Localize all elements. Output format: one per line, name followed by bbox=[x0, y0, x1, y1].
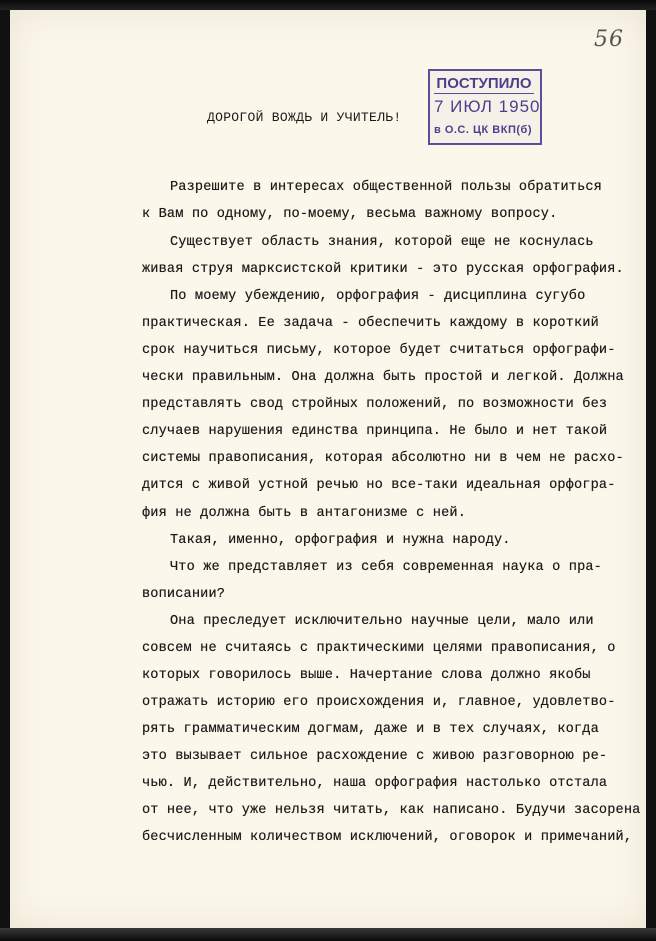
text-line: Существует область знания, которой еще не коснулась bbox=[170, 235, 594, 250]
text-line: живая струя марксистской критики - это русская орфография. bbox=[142, 262, 624, 277]
text-line: к Вам по одному, по-моему, весьма важному вопросу. bbox=[142, 207, 558, 222]
stamp-title: ПОСТУПИЛО bbox=[434, 75, 534, 94]
text-line: чески правильным. Она должна быть простой и легкой. Должна bbox=[142, 370, 624, 385]
text-line: практическая. Ее задача - обеспечить каждому в короткий bbox=[142, 316, 599, 331]
text-line: чью. И, действительно, наша орфография настолько отстала bbox=[142, 776, 608, 791]
page-number: 56 bbox=[594, 27, 624, 52]
text-line: По моему убеждению, орфография - дисциплина сугубо bbox=[170, 289, 586, 304]
stamp-date: 7 ИЮЛ 1950 bbox=[434, 97, 541, 116]
text-line: Что же представляет из себя современная наука о пра- bbox=[170, 560, 602, 575]
text-line: от нее, что уже нельзя читать, как написано. Будучи засорена bbox=[142, 803, 641, 818]
text-line: дится с живой устной речью но все-таки идеальная орфогра- bbox=[142, 478, 616, 493]
text-line: Она преследует исключительно научные цели, мало или bbox=[170, 614, 594, 629]
text-line: совсем не считаясь с практическими целями правописания, о bbox=[142, 641, 616, 656]
text-line: представлять свод стройных положений, по возможности без bbox=[142, 397, 608, 412]
scan-top-edge bbox=[0, 0, 656, 10]
text-line: срок научиться письму, которое будет считаться орфографи- bbox=[142, 343, 616, 358]
text-line: отражать историю его происхождения и, главное, удовлетво- bbox=[142, 695, 616, 710]
stamp-org: в О.С. ЦК ВКП(б) bbox=[434, 124, 532, 136]
text-line: случаев нарушения единства принципа. Не было и нет такой bbox=[142, 424, 608, 439]
text-line: Разрешите в интересах общественной пользы обратиться bbox=[170, 180, 602, 195]
text-line: системы правописания, которая абсолютно ни в чем не расхо- bbox=[142, 451, 624, 466]
scan-bottom-edge bbox=[0, 928, 656, 941]
text-line: это вызывает сильное расхождение с живою разговорною ре- bbox=[142, 749, 608, 764]
text-line: Такая, именно, орфография и нужна народу. bbox=[170, 533, 511, 548]
received-stamp bbox=[428, 69, 542, 145]
text-line: рять грамматическим догмам, даже и в тех случаях, когда bbox=[142, 722, 599, 737]
text-line: которых говорилось выше. Начертание слова должно якобы bbox=[142, 668, 591, 683]
text-line: бесчисленным количеством исключений, оговорок и примечаний, bbox=[142, 830, 633, 845]
text-line: вописании? bbox=[142, 587, 226, 602]
letter-salutation: ДОРОГОЙ ВОЖДЬ И УЧИТЕЛЬ! bbox=[207, 110, 402, 125]
text-line: фия не должна быть в антагонизме с ней. bbox=[142, 506, 466, 521]
